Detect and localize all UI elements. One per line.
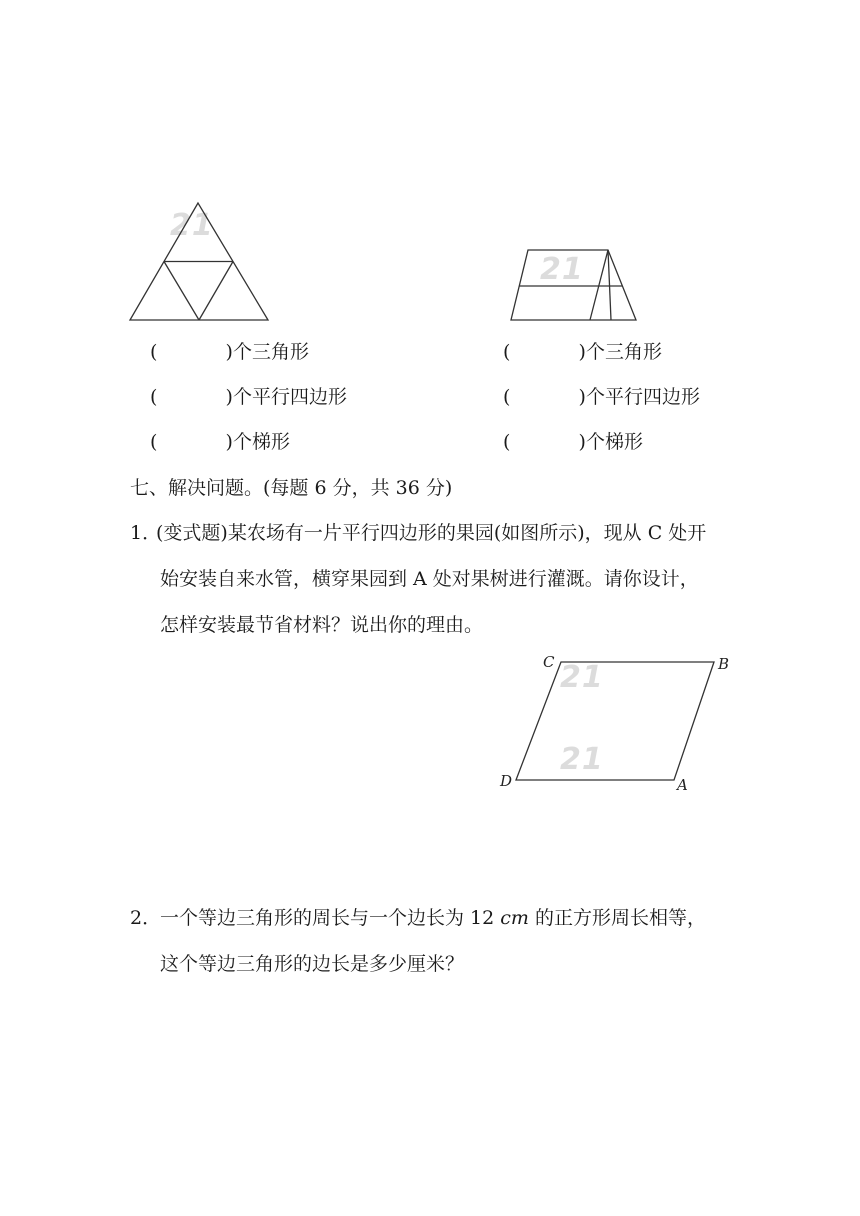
open-paren: ( — [503, 431, 511, 453]
close-paren: ) — [578, 386, 586, 408]
right-parallelograms-label: 个平行四边形 — [585, 386, 700, 408]
triangle-figure — [125, 200, 275, 325]
right-trapezoid-count-line — [503, 433, 643, 452]
left-triangles-label: 个三角形 — [232, 341, 309, 363]
open-paren: ( — [150, 386, 158, 408]
left-trapezoid-count-line — [150, 433, 290, 452]
question-1-line-2: 始安装自来水管，横穿果园到 A 处对果树进行灌溉。请你设计， — [160, 568, 699, 590]
diagonal-divider-2 — [608, 250, 611, 320]
close-paren: ) — [578, 341, 586, 363]
orchard-parallelogram — [516, 662, 714, 780]
outer-trapezoid — [511, 250, 636, 320]
question-2-line-2: 这个等边三角形的边长是多少厘米？ — [160, 953, 465, 975]
close-paren: ) — [225, 431, 233, 453]
watermark-logo: 21 — [560, 742, 604, 777]
right-parallelogram-count-line — [503, 388, 700, 407]
section-heading: 七、解决问题。(每题 6 分，共 36 分) — [130, 477, 453, 499]
inner-edge-right — [199, 262, 233, 321]
left-parallelogram-count-line — [150, 388, 347, 407]
left-trapezoids-label: 个梯形 — [232, 431, 290, 453]
question-2-text-a: 一个等边三角形的周长与一个边长为 12 — [160, 907, 501, 929]
left-triangle-count-line — [150, 343, 309, 362]
close-paren: ) — [225, 386, 233, 408]
open-paren: ( — [503, 341, 511, 363]
close-paren: ) — [578, 431, 586, 453]
watermark-logo: 21 — [560, 660, 604, 695]
diagonal-divider-1 — [590, 250, 608, 320]
vertex-label-b: B — [718, 655, 730, 673]
open-paren: ( — [150, 341, 158, 363]
open-paren: ( — [150, 431, 158, 453]
right-trapezoids-label: 个梯形 — [585, 431, 643, 453]
vertex-label-d: D — [500, 772, 513, 790]
question-2-line-1 — [160, 909, 706, 928]
question-1-line-3: 怎样安装最节省材料？说出你的理由。 — [160, 614, 484, 636]
left-parallelograms-label: 个平行四边形 — [232, 386, 347, 408]
watermark-logo: 21 — [540, 252, 584, 287]
parallelogram-figure — [495, 650, 740, 790]
question-1-number: 1． — [130, 522, 162, 544]
question-1-line-1: (变式题)某农场有一片平行四边形的果园(如图所示)，现从 C 处开 — [156, 522, 707, 544]
open-paren: ( — [503, 386, 511, 408]
watermark-logo: 21 — [170, 208, 214, 243]
unit-cm: cm — [500, 907, 529, 929]
right-triangles-label: 个三角形 — [585, 341, 662, 363]
close-paren: ) — [225, 341, 233, 363]
right-triangle-count-line — [503, 343, 662, 362]
vertex-label-c: C — [543, 653, 555, 671]
question-2-text-b: 的正方形周长相等， — [528, 907, 706, 929]
inner-edge-left — [164, 262, 199, 321]
vertex-label-a: A — [677, 776, 688, 790]
question-2-number: 2． — [130, 907, 162, 929]
trapezoid-figure — [508, 244, 648, 324]
